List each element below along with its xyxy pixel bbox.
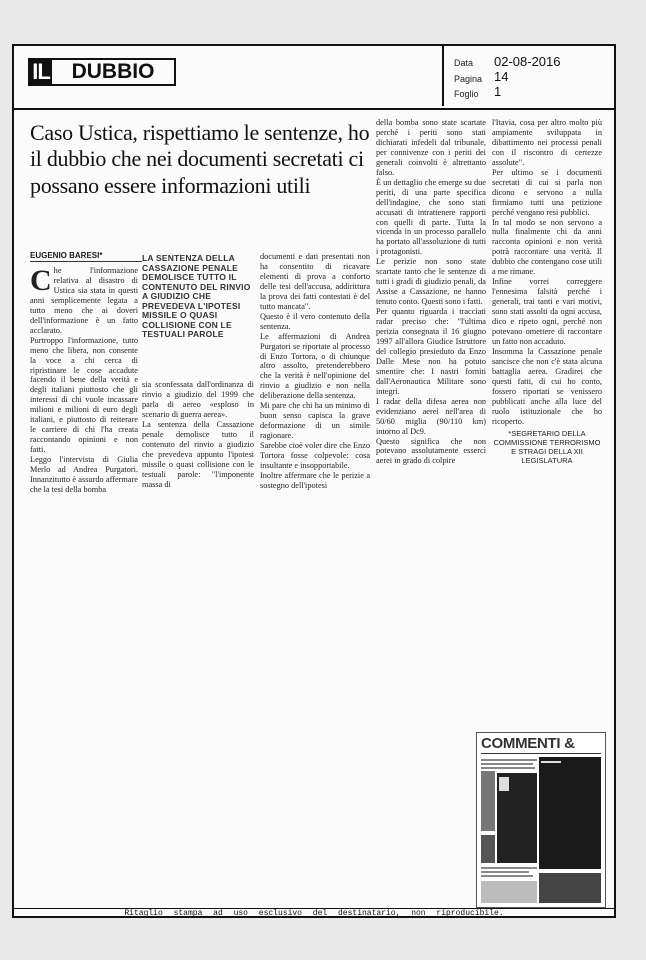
paragraph: Questo significa che non potevano assolutamente essercì aerei in grado di colpire [376, 436, 486, 466]
author-signature: *SEGRETARIO DELLA COMMISSIONE TERRORISMO E STRAGI DELLA XII LEGISLATURA [493, 428, 601, 465]
paragraph: Insomma la Cassazione penale sancisce che non c'è stata alcuna battaglia aerea. Gradirei che questi fatti, di cui ho conto, fossero riportati se venissero pubblicati anche alla luce del ruolo istituzionale che ho ricoperto. [492, 346, 602, 426]
thumbnail-page-image [477, 755, 605, 905]
metadata-box [442, 46, 616, 106]
thumbnail-section-title: COMMENTI & [481, 735, 575, 752]
paragraph: I radar della difesa aerea non evidenziano aerei nell'area di 50/60 miglia (90/110 km) intorno al Dc9. [376, 396, 486, 436]
page-value: 14 [494, 69, 509, 84]
newspaper-logo [28, 58, 176, 86]
page-label: Pagina [454, 74, 483, 84]
paragraph: documenti e dati presentati non ha consentito di ricavare elementi di prova a conforto delle tesi dell'accusa, addirittura la prova dei fatti contestati è del tutto mancata". [260, 252, 370, 311]
paragraph: Per ultimo se i documenti secretati di cui si parla non dicono e servono a nulla firmiamo tutti una petizione perché vengano resi pubblici. [492, 167, 602, 217]
clipping-header [14, 46, 614, 110]
paragraph: sia sconfessata dall'ordinanza di rinvio a giudizio del 1999 che parla di aereo «esploso in scenario di guerra aerea». [142, 380, 254, 419]
logo-letters: IL [30, 60, 52, 84]
article-headline: Caso Ustica, rispettiamo le sentenze, ho il dubbio che nei documenti secretati ci possano essere informazioni utili [30, 120, 370, 198]
paragraph: della bomba sono state scartate perché i periti sono stati dichiarati infedeli dal tribunale, per connivenze con i periti dei generali coinvolti è altrettanto falso. [376, 118, 486, 177]
article-column-3 [260, 252, 370, 491]
paragraph: Le affermazioni di Andrea Purgatori se riportate al processo di Enzo Tortora, o di chiunque altro assolto, pretenderebbero che la verità è nell'opinione del rinvio a giudizio e non nella deliberazione della sentenza. [260, 331, 370, 401]
paragraph: Infine vorrei correggere l'ennesima falsità perché i generali, trai tanti e vari motivi, sono stati assolti da ogni accusa, dico e ripeto ogni, perché non potevano omettere di raccontare un fatto non accaduto. [492, 277, 602, 346]
article-column-2 [142, 380, 254, 489]
paragraph: Questo è il vero contenuto della sentenza. [260, 311, 370, 331]
sheet-label: Foglio [454, 89, 479, 99]
paragraph: Leggo l'intervista di Giulia Merlo ad Andrea Purgatori. Innanzitutto è assurdo affermare che la tesi della bomba [30, 455, 138, 494]
paragraph: Inoltre affermare che le perizie a sostegno dell'ipotesi [260, 470, 370, 490]
paragraph: È un dettaglio che emerge su due periti, di una parte specifica dell'indagine, che sono stati accusati di intrattenere rapporti con quelli di parte. Tutta la vicenda in un processo parallelo ha portato all'assoluzione di tutti i protagonisti. [376, 177, 486, 257]
paragraph: Purtroppo l'informazione, tutto meno che libera, non consente la voce a chi cerca di ripristinare le cose accadute facendo il bene della verità e degli italiani piuttosto che gli interessi di chi vuole incassare milioni e milioni di euro degli italiani, e piuttosto di reiterare le carriere di chi l'ha creata raccontando opinioni e non fatti. [30, 335, 138, 455]
paragraph: La sentenza della Cassazione penale demolisce tutto il contenuto del rinvio a giudizio che prevedeva appunto l'ipotesi missile o quasi collisione con le testuali parole: "l'imponente massa di [142, 419, 254, 489]
paragraph: Sarebbe cioè voler dire che Enzo Tortora fosse colpevole: cosa insultante e insopportabile. [260, 441, 370, 471]
article-column-5 [492, 118, 602, 465]
article-column-1 [30, 266, 138, 495]
paragraph: Le perizie non sono state scartate tanto che le sentenze di tutti i gradi di giudizio penali, da Assise a Cassazione, ne hanno tenuto conto. Questi sono i fatti. [376, 257, 486, 307]
thumbnail-rule [481, 753, 601, 754]
paragraph: In tal modo se non servono a nulla finalmente chi da anni racconta opinioni e non verità potrà raccontare una verità. Il dubbio che contengano cose utili a me rimane. [492, 217, 602, 277]
pull-quote: LA SENTENZA DELLA CASSAZIONE PENALE DEMOLISCE TUTTO IL CONTENUTO DEL RINVIO A GIUDIZIO CHE PREVEDEVA L'IPOTESI MISSILE O QUASI COLLISIONE CON LE TESTUALI PAROLE [142, 253, 251, 340]
page-thumbnail [476, 732, 606, 908]
paragraph: l'Itavia, cosa per altro molto più ampiamente sviluppata in dibattimento nei processi penali con il riscontro di certezze assolute". [492, 118, 602, 167]
paragraph-text: he l'informazione relativa al disastro di Ustica sia stata in questi anni semplicemente legata a tutto meno che ai doveri dell'informazione è un fatto acclarato. [30, 266, 138, 335]
sheet-value: 1 [494, 84, 502, 99]
paragraph [30, 266, 138, 336]
logo-name: DUBBIO [71, 60, 155, 83]
article-column-4 [376, 118, 486, 466]
press-clipping-sheet [12, 44, 616, 918]
paragraph: Mi pare che chi ha un minimo di buon senso capisca la grave deformazione di un simile ragionare. [260, 401, 370, 441]
clipping-disclaimer: Ritaglio stampa ad uso esclusivo del destinatario, non riproducibile. [14, 908, 614, 917]
date-label: Data [454, 58, 474, 68]
article-author: EUGENIO BARESI* [30, 251, 142, 262]
drop-cap: C [30, 264, 52, 297]
paragraph: Per quanto riguarda i tracciati radar preciso che: "l'ultima perizia consegnata il 16 giugno 1997 all'allora Giudice Istruttore del collegio presieduto da Enzo Dalle Mese non ha potuto smentire che: I nastri forniti dall'Aeronautica Militare sono integri. [376, 307, 486, 396]
date-value: 02-08-2016 [494, 54, 561, 69]
